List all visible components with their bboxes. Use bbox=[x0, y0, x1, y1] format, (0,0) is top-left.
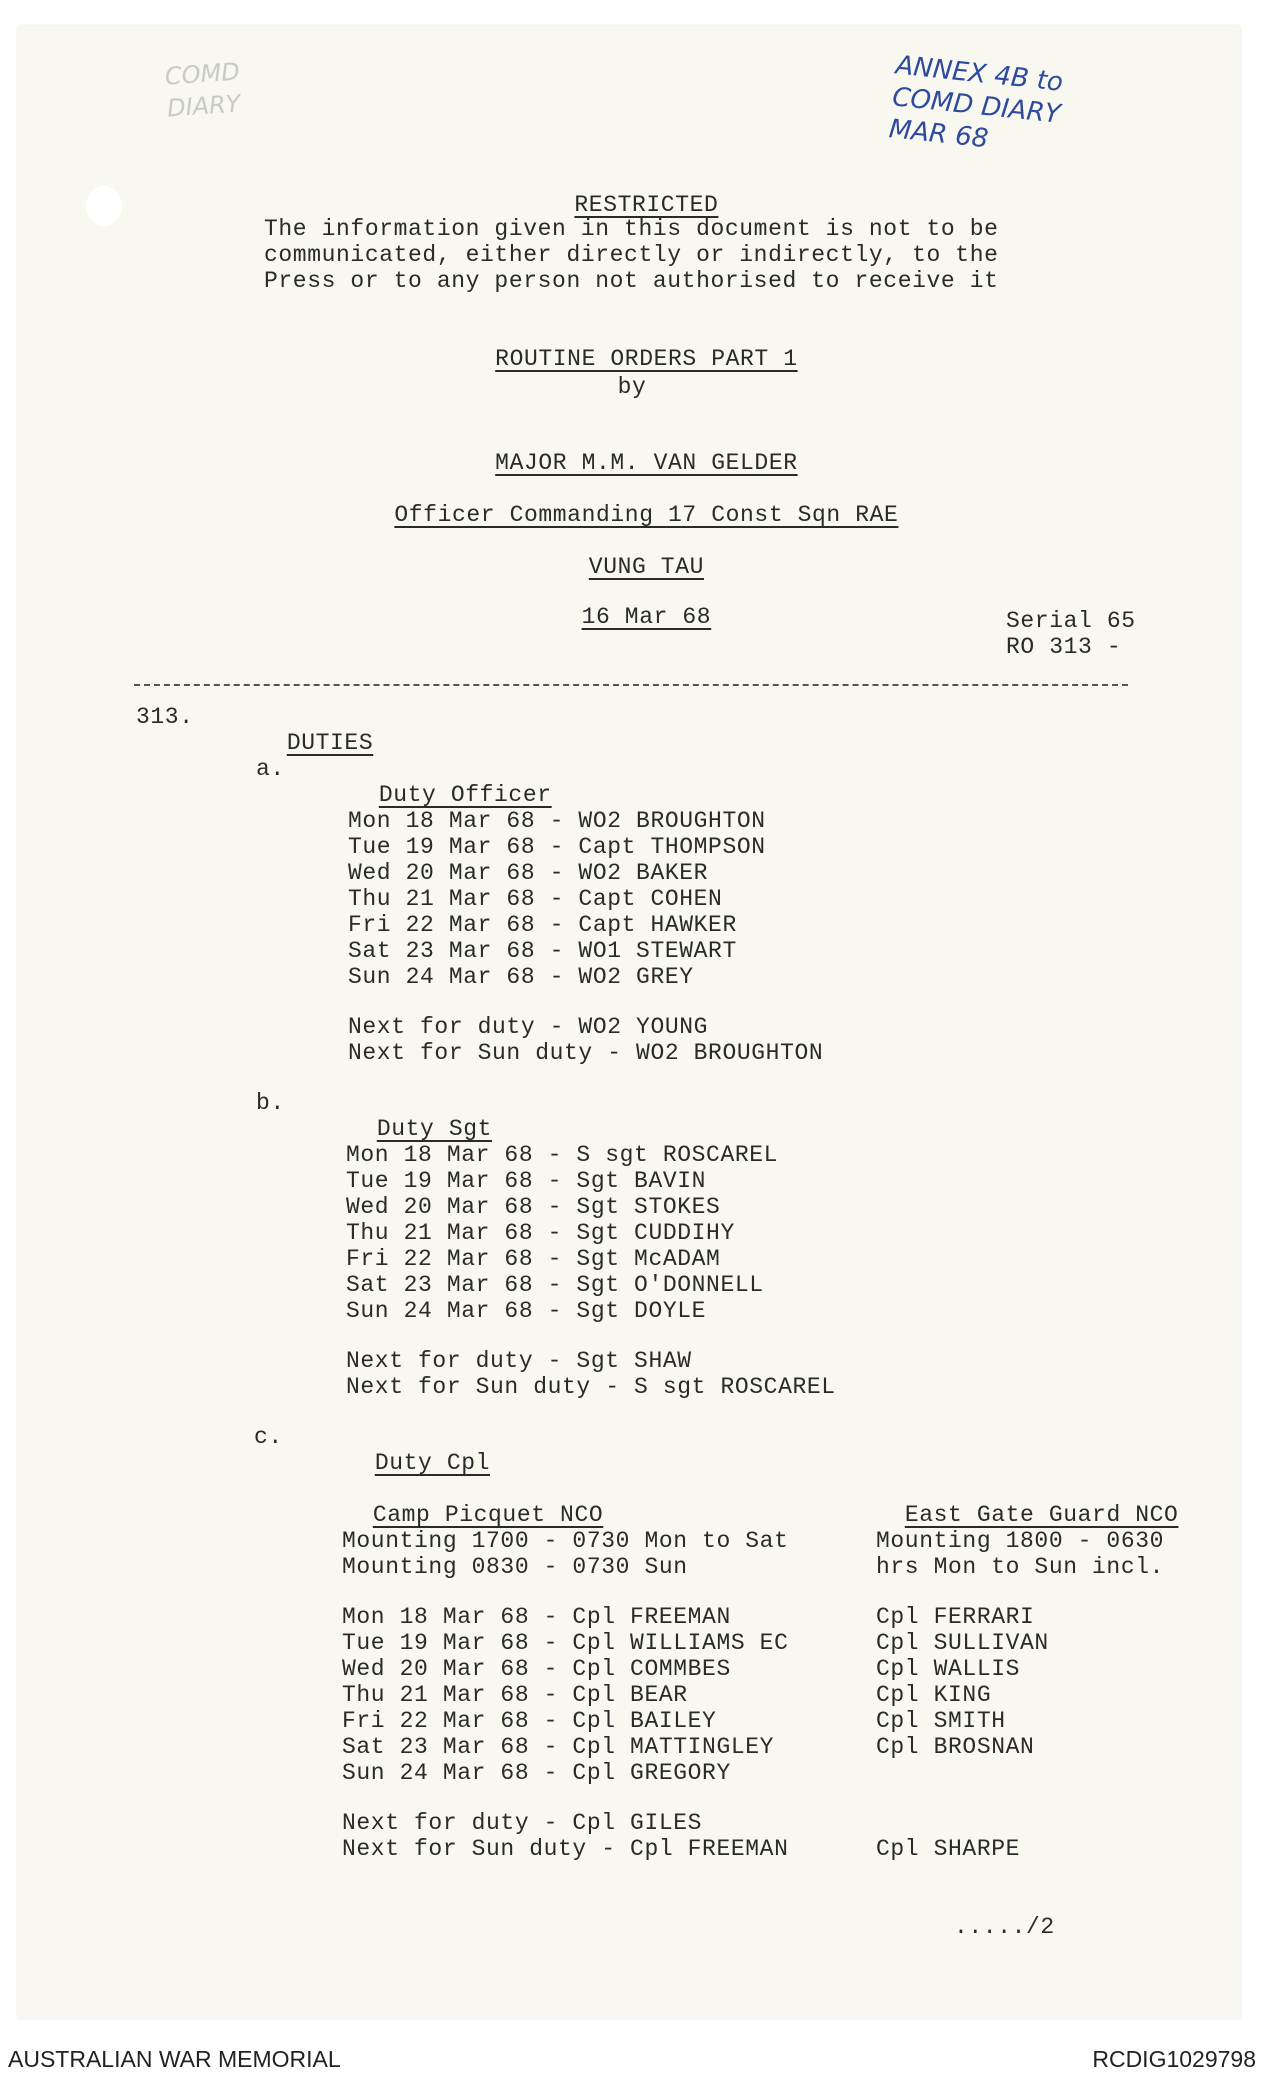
roster-row: Fri 22 Mar 68 - Cpl BAILEY bbox=[342, 1708, 717, 1734]
roster-row: Wed 20 Mar 68 - Cpl COMMBES bbox=[342, 1656, 731, 1682]
section-a-title: Duty Officer bbox=[378, 782, 552, 808]
picquet-mounting-line: Mounting 1700 - 0730 Mon to Sat bbox=[342, 1528, 789, 1554]
caveat-line-2: communicated, either directly or indirectly, to the bbox=[264, 242, 999, 268]
classification-heading: RESTRICTED bbox=[574, 192, 719, 218]
roster-row: Thu 21 Mar 68 - Cpl BEAR bbox=[342, 1682, 688, 1708]
roster-row: Sun 24 Mar 68 - Sgt DOYLE bbox=[346, 1298, 707, 1324]
next-for-duty: Next for duty - Cpl GILES bbox=[342, 1810, 703, 1836]
footer-catalogue-id: RCDIG1029798 bbox=[1092, 2046, 1256, 2072]
page-continuation: ...../2 bbox=[954, 1914, 1055, 1940]
pencil-annotation: COMD DIARY bbox=[163, 57, 242, 123]
section-c-letter: c. bbox=[254, 1424, 283, 1450]
location: VUNG TAU bbox=[588, 554, 705, 580]
section-a-letter: a. bbox=[256, 756, 285, 782]
next-for-sun-duty: Next for Sun duty - S sgt ROSCAREL bbox=[346, 1374, 836, 1400]
roster-row: Sat 23 Mar 68 - Cpl MATTINGLEY bbox=[342, 1734, 775, 1760]
gate-next-for-duty: Cpl SHARPE bbox=[876, 1836, 1021, 1862]
serial-number: Serial 65 bbox=[1006, 608, 1136, 634]
section-c-title: Duty Cpl bbox=[374, 1450, 491, 1476]
roster-row: Sun 24 Mar 68 - Cpl GREGORY bbox=[342, 1760, 731, 1786]
roster-row: Fri 22 Mar 68 - Sgt McADAM bbox=[346, 1246, 721, 1272]
roster-row: Wed 20 Mar 68 - Sgt STOKES bbox=[346, 1194, 721, 1220]
roster-row: Cpl FERRARI bbox=[876, 1604, 1035, 1630]
next-for-duty: Next for duty - WO2 YOUNG bbox=[348, 1014, 709, 1040]
caveat-line-3: Press or to any person not authorised to receive it bbox=[264, 268, 999, 294]
roster-row: Sun 24 Mar 68 - WO2 GREY bbox=[348, 964, 694, 990]
caveat-line-1: The information given in this document is not to be bbox=[264, 216, 999, 242]
roster-row: Cpl WALLIS bbox=[876, 1656, 1021, 1682]
annex-annotation: ANNEX 4B to COMD DIARY MAR 68 bbox=[887, 50, 1065, 155]
picquet-mounting-line: Mounting 0830 - 0730 Sun bbox=[342, 1554, 688, 1580]
roster-row: Wed 20 Mar 68 - WO2 BAKER bbox=[348, 860, 709, 886]
roster-row: Sat 23 Mar 68 - Sgt O'DONNELL bbox=[346, 1272, 764, 1298]
ro-number: RO 313 - bbox=[1006, 634, 1122, 660]
roster-row: Sat 23 Mar 68 - WO1 STEWART bbox=[348, 938, 737, 964]
next-for-sun-duty: Next for Sun duty - WO2 BROUGHTON bbox=[348, 1040, 824, 1066]
section-b-letter: b. bbox=[256, 1090, 285, 1116]
order-number: 313. bbox=[136, 704, 194, 730]
next-for-sun-duty: Next for Sun duty - Cpl FREEMAN bbox=[342, 1836, 789, 1862]
roster-row: Mon 18 Mar 68 - S sgt ROSCAREL bbox=[346, 1142, 779, 1168]
officer-name: MAJOR M.M. VAN GELDER bbox=[495, 450, 798, 476]
gate-mounting-line: hrs Mon to Sun incl. bbox=[876, 1554, 1165, 1580]
officer-appointment: Officer Commanding 17 Const Sqn RAE bbox=[394, 502, 899, 528]
roster-row: Fri 22 Mar 68 - Capt HAWKER bbox=[348, 912, 737, 938]
roster-row: Thu 21 Mar 68 - Sgt CUDDIHY bbox=[346, 1220, 735, 1246]
roster-row: Thu 21 Mar 68 - Capt COHEN bbox=[348, 886, 723, 912]
by-line: by bbox=[617, 374, 647, 400]
roster-row: Cpl SMITH bbox=[876, 1708, 1006, 1734]
gate-mounting-line: Mounting 1800 - 0630 bbox=[876, 1528, 1165, 1554]
roster-row: Tue 19 Mar 68 - Sgt BAVIN bbox=[346, 1168, 707, 1194]
order-heading: DUTIES bbox=[286, 730, 374, 756]
document-date: 16 Mar 68 bbox=[581, 604, 712, 630]
section-b-title: Duty Sgt bbox=[376, 1116, 493, 1142]
roster-row: Mon 18 Mar 68 - Cpl FREEMAN bbox=[342, 1604, 731, 1630]
roster-row: Cpl BROSNAN bbox=[876, 1734, 1035, 1760]
next-for-duty: Next for duty - Sgt SHAW bbox=[346, 1348, 692, 1374]
document-title: ROUTINE ORDERS PART 1 bbox=[495, 346, 798, 372]
roster-row: Cpl SULLIVAN bbox=[876, 1630, 1049, 1656]
east-gate-heading: East Gate Guard NCO bbox=[904, 1502, 1179, 1528]
footer-source: AUSTRALIAN WAR MEMORIAL bbox=[8, 2046, 341, 2072]
roster-row: Cpl KING bbox=[876, 1682, 992, 1708]
roster-row: Tue 19 Mar 68 - Capt THOMPSON bbox=[348, 834, 766, 860]
separator-rule bbox=[134, 684, 1128, 686]
roster-row: Mon 18 Mar 68 - WO2 BROUGHTON bbox=[348, 808, 766, 834]
camp-picquet-heading: Camp Picquet NCO bbox=[372, 1502, 604, 1528]
roster-row: Tue 19 Mar 68 - Cpl WILLIAMS EC bbox=[342, 1630, 789, 1656]
